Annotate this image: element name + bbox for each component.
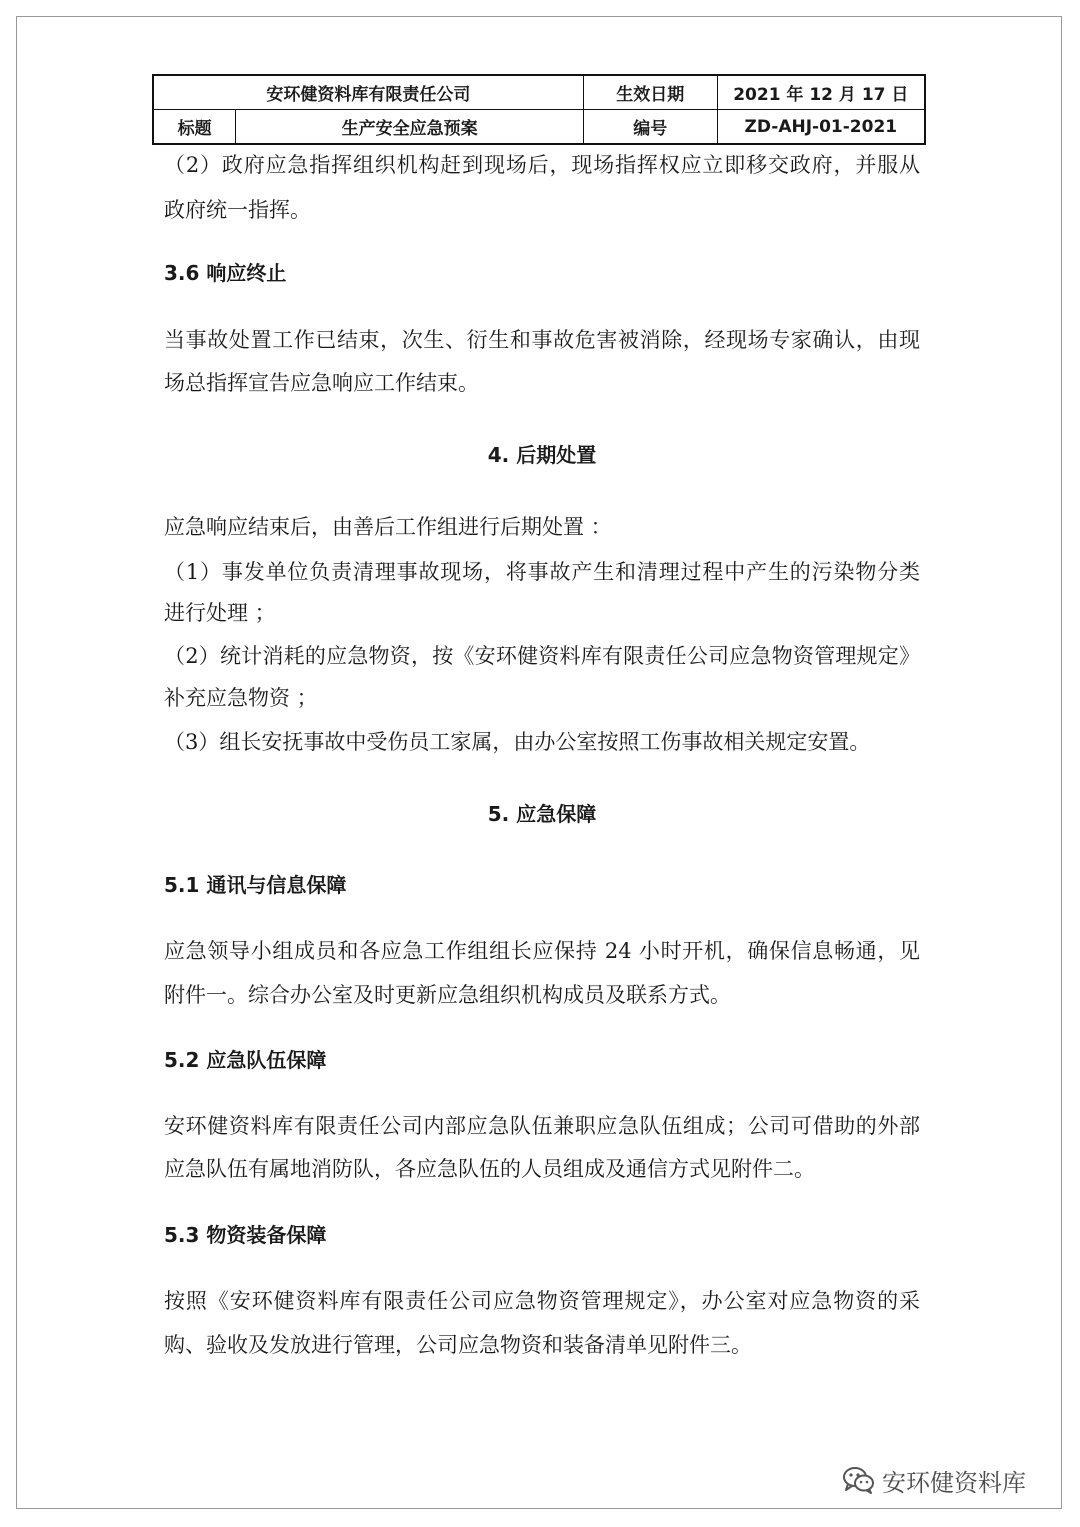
- list-item-3-line: （3）组长安抚事故中受伤员工家属，由办公室按照工伤事故相关规定安置。: [164, 730, 871, 754]
- section-heading-4: 4. 后期处置: [487, 443, 597, 467]
- paragraph-line: 购、验收及发放进行管理，公司应急物资和装备清单见附件三。: [164, 1333, 752, 1357]
- paragraph-line: 附件一。综合办公室及时更新应急组织机构成员及联系方式。: [164, 983, 731, 1007]
- list-item-1-line: （1）事发单位负责清理事故现场，将事故产生和清理过程中产生的污染物分类: [164, 560, 920, 584]
- paragraph-line: 应急队伍有属地消防队，各应急队伍的人员组成及通信方式见附件二。: [164, 1157, 815, 1181]
- section-heading-5-1: 5.1 通讯与信息保障: [164, 873, 347, 897]
- company-name: 安环健资料库有限责任公司: [153, 75, 583, 110]
- effective-date-label: 生效日期: [583, 75, 717, 110]
- wechat-icon: [842, 1465, 876, 1495]
- paragraph-line: 安环健资料库有限责任公司内部应急队伍兼职应急队伍组成；公司可借助的外部: [164, 1114, 920, 1138]
- document-header-table: [152, 74, 926, 145]
- section-heading-5-2: 5.2 应急队伍保障: [164, 1048, 327, 1072]
- section-heading-5: 5. 应急保障: [487, 802, 597, 826]
- effective-date: 2021 年 12 月 17 日: [717, 75, 925, 110]
- watermark-text: 安环健资料库: [882, 1468, 1026, 1497]
- paragraph-line: 当事故处置工作已结束，次生、衍生和事故危害被消除，经现场专家确认，由现: [164, 328, 920, 352]
- paragraph-line: 场总指挥宣告应急响应工作结束。: [164, 371, 479, 395]
- document-code: ZD-AHJ-01-2021: [717, 110, 925, 145]
- list-item-2-line: 补充应急物资 ；: [164, 686, 318, 710]
- list-item-1-line: 进行处理 ；: [164, 601, 276, 625]
- paragraph-line: 政府统一指挥。: [164, 198, 311, 222]
- watermark: [842, 1463, 1026, 1497]
- code-label: 编号: [583, 110, 717, 145]
- header-row-2: [153, 110, 925, 145]
- header-row-1: [153, 75, 925, 110]
- title-label: 标题: [153, 110, 236, 145]
- paragraph-line: （2）政府应急指挥组织机构赶到现场后，现场指挥权应立即移交政府，并服从: [164, 153, 920, 177]
- paragraph-line: 按照《安环健资料库有限责任公司应急物资管理规定》，办公室对应急物资的采: [164, 1289, 920, 1313]
- section-heading-3-6: 3.6 响应终止: [164, 261, 287, 285]
- document-title: 生产安全应急预案: [236, 110, 584, 145]
- paragraph-line: 应急领导小组成员和各应急工作组组长应保持 24 小时开机，确保信息畅通，见: [164, 939, 920, 963]
- section-heading-5-3: 5.3 物资装备保障: [164, 1223, 327, 1247]
- list-item-2-line: （2）统计消耗的应急物资，按《安环健资料库有限责任公司应急物资管理规定》: [164, 644, 920, 668]
- paragraph-line: 应急响应结束后，由善后工作组进行后期处置 ：: [164, 515, 612, 539]
